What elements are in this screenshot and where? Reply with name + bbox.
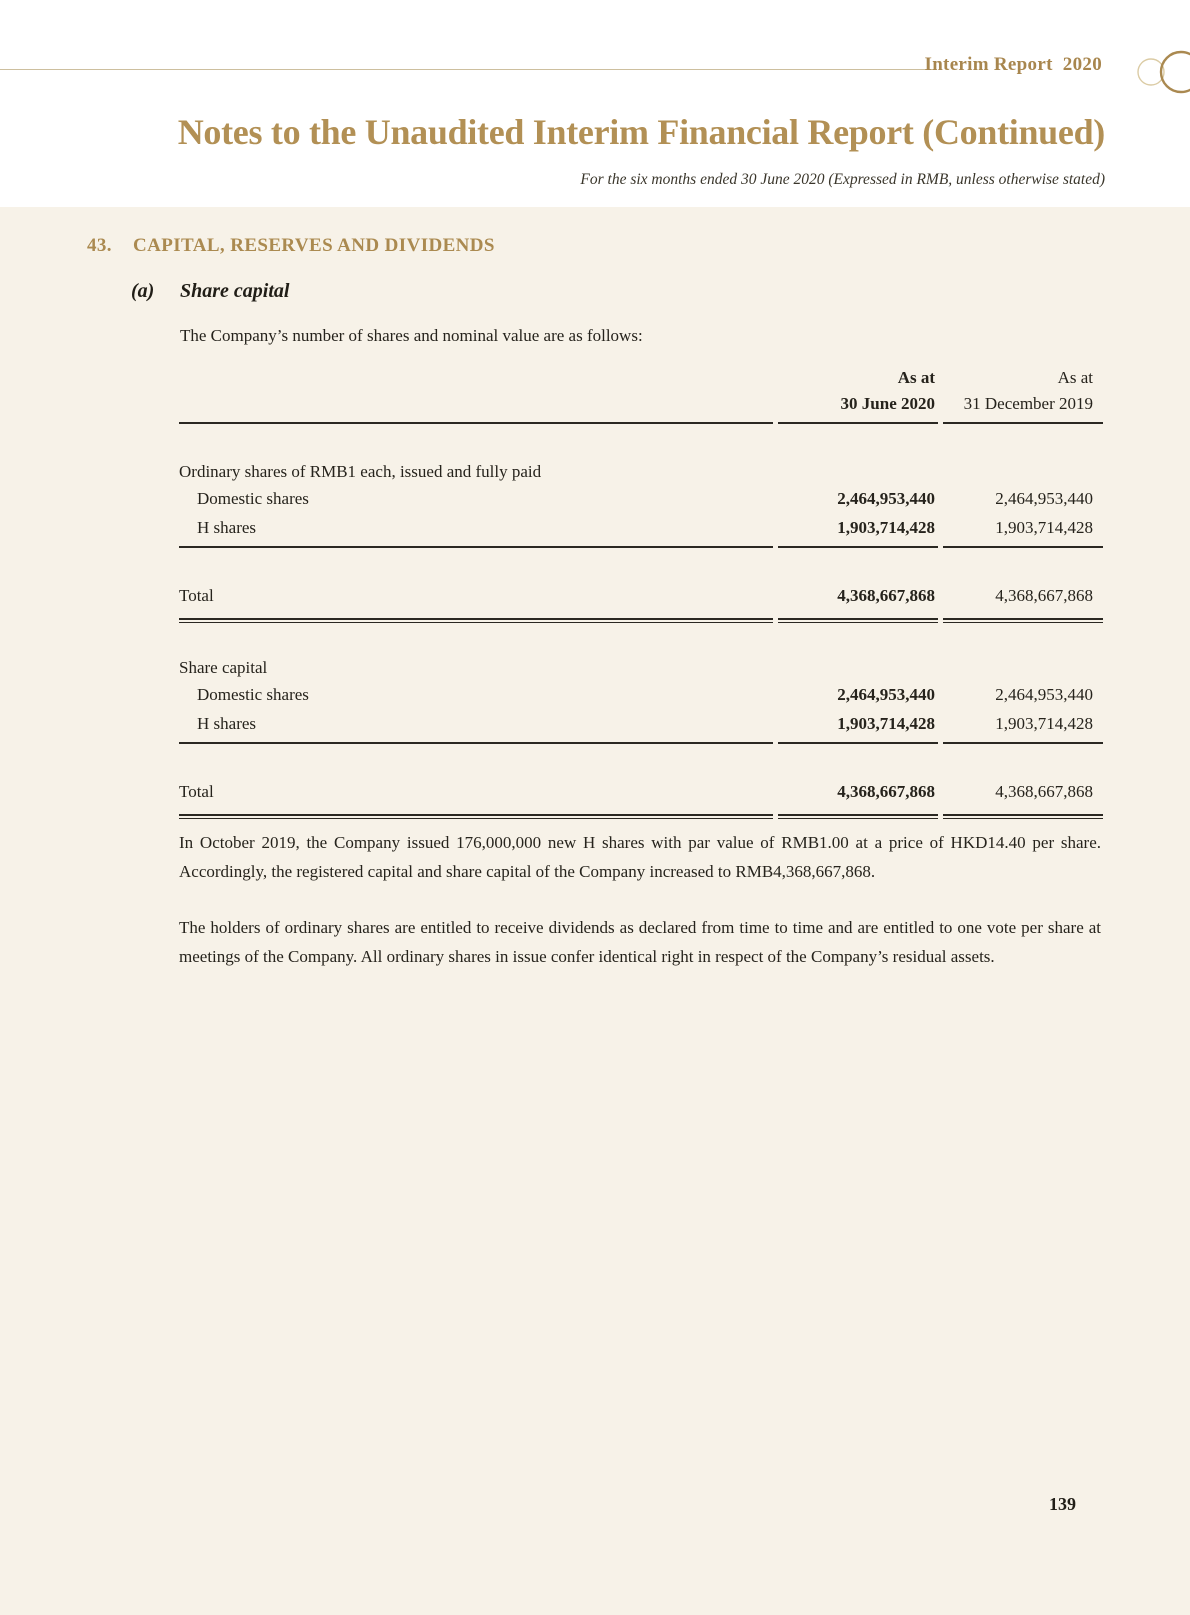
- row-value-2020: 2,464,953,440: [837, 685, 935, 704]
- page-header: [0, 0, 1190, 207]
- page-number: 139: [1049, 1494, 1076, 1514]
- col2-header-asat: As at: [1057, 368, 1093, 387]
- row-value-2019: 2,464,953,440: [995, 489, 1093, 508]
- total-value-2019: 4,368,667,868: [995, 782, 1093, 801]
- body-paragraph: In October 2019, the Company issued 176,000,000 new H shares with par value of RMB1.00 at a price of HKD14.40 per share. Accordingly, the registered capital and share capital of the Company increased to RMB4,368,667,868.: [179, 833, 1101, 881]
- report-name-label: Interim Report 2020: [924, 54, 1102, 75]
- table-double-rule: [179, 618, 1103, 623]
- page-content: [0, 207, 1190, 1615]
- row-label: Domestic shares: [197, 685, 309, 704]
- table-rule: [179, 742, 1103, 744]
- circles-ornament-icon: [1126, 38, 1190, 108]
- table-row: [179, 484, 1103, 513]
- col1-header-date: 30 June 2020: [840, 394, 935, 413]
- group-heading-label: Share capital: [179, 658, 268, 677]
- total-value-2020: 4,368,667,868: [837, 782, 935, 801]
- table-double-rule: [179, 814, 1103, 819]
- header-divider-line: [0, 69, 935, 70]
- subsection-letter: (a): [131, 280, 155, 302]
- row-value-2019: 1,903,714,428: [995, 714, 1093, 733]
- group-heading-row: [179, 460, 1103, 484]
- table-row: [179, 680, 1103, 709]
- row-label: Domestic shares: [197, 489, 309, 508]
- row-value-2020: 1,903,714,428: [837, 714, 935, 733]
- group-heading-row: [179, 656, 1103, 680]
- total-value-2019: 4,368,667,868: [995, 586, 1093, 605]
- total-label: Total: [179, 586, 214, 605]
- table-row: [179, 513, 1103, 542]
- table-header-rule: [179, 422, 1103, 424]
- row-value-2019: 1,903,714,428: [995, 518, 1093, 537]
- subsection-heading-text: Share capital: [180, 280, 290, 302]
- col1-header-asat: As at: [897, 368, 935, 387]
- section-heading-text: CAPITAL, RESERVES AND DIVIDENDS: [133, 235, 495, 256]
- row-value-2020: 1,903,714,428: [837, 518, 935, 537]
- section-number: 43.: [87, 235, 112, 256]
- table-row: [179, 709, 1103, 738]
- section-heading: [87, 235, 495, 257]
- subsection-heading: [131, 280, 289, 303]
- body-paragraph: The holders of ordinary shares are entitled to receive dividends as declared from time to time and are entitled to one vote per share at meetings of the Company. All ordinary shares in issue confer identical right in respect of the Company’s residual assets.: [179, 918, 1101, 966]
- total-row: [179, 777, 1103, 806]
- share-capital-table: [179, 366, 1103, 819]
- total-row: [179, 581, 1103, 610]
- row-value-2020: 2,464,953,440: [837, 489, 935, 508]
- total-label: Total: [179, 782, 214, 801]
- row-value-2019: 2,464,953,440: [995, 685, 1093, 704]
- col2-header-date: 31 December 2019: [963, 394, 1093, 413]
- page-subtitle: For the six months ended 30 June 2020 (Expressed in RMB, unless otherwise stated): [580, 171, 1105, 188]
- row-label: H shares: [197, 714, 257, 733]
- intro-text: The Company’s number of shares and nominal value are as follows:: [180, 326, 643, 345]
- table-header-row-1: [179, 366, 1103, 390]
- table-rule: [179, 546, 1103, 548]
- row-label: H shares: [197, 518, 257, 537]
- page-title: Notes to the Unaudited Interim Financial Report (Continued): [177, 112, 1105, 152]
- group-heading-label: Ordinary shares of RMB1 each, issued and fully paid: [179, 462, 542, 481]
- total-value-2020: 4,368,667,868: [837, 586, 935, 605]
- table-header-row-2: [179, 390, 1103, 418]
